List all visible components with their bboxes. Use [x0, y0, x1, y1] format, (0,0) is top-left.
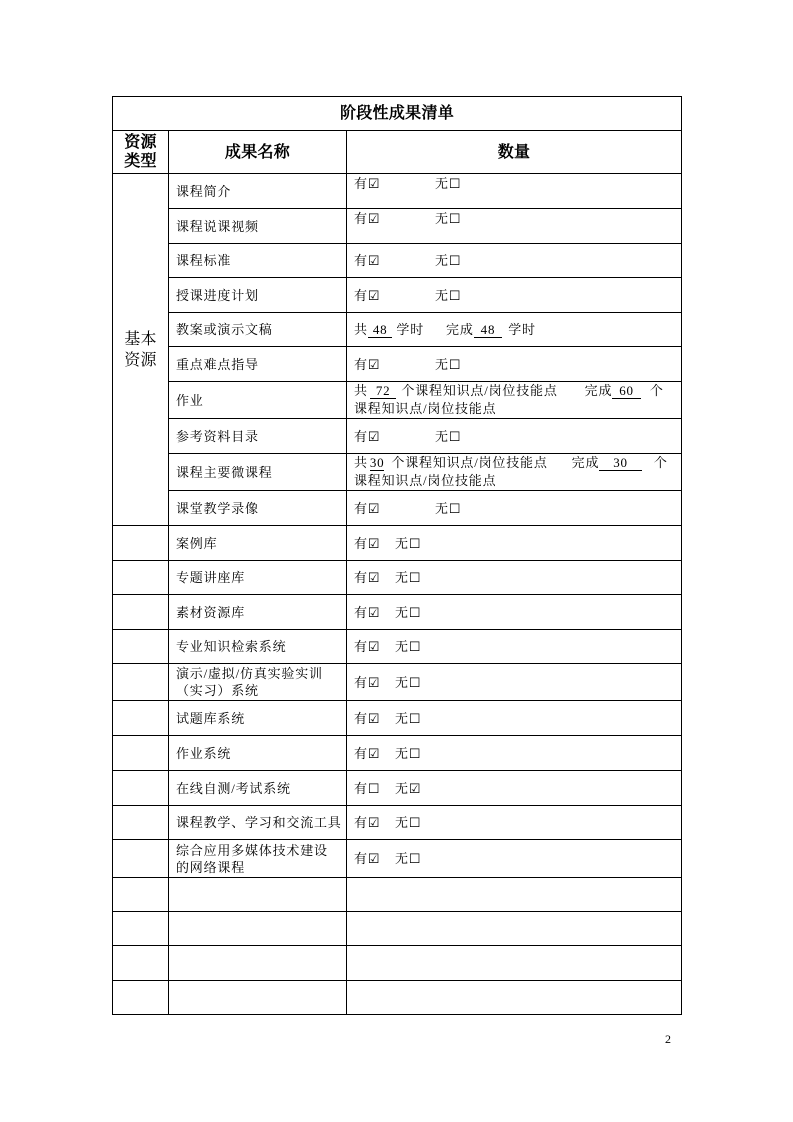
table-row [113, 561, 682, 595]
done-unit: 个 [653, 455, 668, 470]
none-option: 无☐ [395, 639, 422, 654]
item-name: 案例库 [169, 526, 347, 561]
item-name [169, 981, 347, 1015]
quantity-cell [347, 491, 682, 526]
none-option: 无☐ [395, 815, 422, 830]
has-option: 有☑ [354, 674, 381, 690]
achievement-table [112, 96, 682, 1015]
quantity-cell [347, 278, 682, 313]
resource-type-cell [113, 701, 169, 736]
item-name: 素材资源库 [169, 595, 347, 630]
header-item-name: 成果名称 [169, 131, 347, 174]
item-name: 课程简介 [169, 174, 347, 209]
has-option: 有☑ [354, 176, 381, 191]
total-count: 30 [369, 455, 385, 470]
table-row [113, 701, 682, 736]
table-row [113, 526, 682, 561]
quantity-line [354, 454, 679, 472]
item-name: 课程主要微课程 [169, 454, 347, 491]
item-name: 试题库系统 [169, 701, 347, 736]
item-name [169, 840, 347, 878]
has-option: 有☑ [354, 639, 381, 654]
none-option: 无☐ [435, 253, 462, 268]
none-option: 无☐ [395, 851, 422, 866]
quantity-cell [347, 347, 682, 382]
resource-type-cell [113, 806, 169, 840]
done-prefix: 完成 [446, 322, 474, 337]
item-name: 专业知识检索系统 [169, 630, 347, 664]
table-row [113, 664, 682, 701]
item-name-line: 的网络课程 [176, 859, 246, 875]
done-unit: 学时 [508, 322, 536, 337]
table-row [113, 595, 682, 630]
has-option: 有☑ [354, 815, 381, 830]
completed-count: 30 [599, 455, 642, 471]
table-row [113, 174, 682, 209]
item-name [169, 912, 347, 946]
quantity-cell [347, 209, 682, 244]
table-row [113, 209, 682, 244]
table-row [113, 771, 682, 806]
header-type-line: 资源 [124, 134, 157, 151]
has-option: 有☑ [354, 604, 381, 620]
item-name: 作业系统 [169, 736, 347, 771]
resource-type-cell [113, 771, 169, 806]
quantity-cell [347, 878, 682, 912]
total-prefix: 共 [354, 322, 368, 337]
total-count: 72 [370, 383, 397, 399]
none-option: 无☐ [435, 500, 462, 516]
empty-row [113, 912, 682, 946]
item-name: 授课进度计划 [169, 278, 347, 313]
done-unit: 个 [649, 383, 664, 398]
table-row [113, 313, 682, 347]
has-option: 有☑ [354, 500, 381, 516]
has-option: 有☑ [354, 356, 381, 372]
none-option: 无☐ [395, 535, 422, 551]
item-name-line: 综合应用多媒体技术建设 [176, 842, 328, 858]
table-title: 阶段性成果清单 [113, 97, 682, 131]
item-name: 教案或演示文稿 [169, 313, 347, 347]
item-name: 重点难点指导 [169, 347, 347, 382]
resource-type-cell [113, 946, 169, 981]
item-name: 专题讲座库 [169, 561, 347, 595]
none-option: 无☑ [395, 780, 422, 796]
table-row [113, 630, 682, 664]
resource-type-cell [113, 878, 169, 912]
item-name: 课程标准 [169, 244, 347, 278]
title-row [113, 97, 682, 131]
has-option: 有☑ [354, 851, 381, 866]
resource-type-cell [113, 595, 169, 630]
total-unit: 个课程知识点/岗位技能点 [401, 383, 558, 398]
quantity-cell [347, 595, 682, 630]
table-row [113, 419, 682, 454]
none-option: 无☐ [435, 356, 462, 372]
quantity-cell [347, 313, 682, 347]
resource-type-cell [113, 664, 169, 701]
quantity-cell [347, 561, 682, 595]
quantity-cell [347, 174, 682, 209]
resource-type-cell [113, 736, 169, 771]
quantity-cell [347, 806, 682, 840]
item-name: 参考资料目录 [169, 419, 347, 454]
completed-count: 60 [612, 383, 641, 399]
table-row [113, 278, 682, 313]
has-option: 有☑ [354, 287, 381, 303]
quantity-line: 课程知识点/岗位技能点 [354, 473, 497, 488]
quantity-cell [347, 244, 682, 278]
none-option: 无☐ [435, 287, 462, 303]
total-count: 48 [368, 322, 393, 338]
total-unit: 个课程知识点/岗位技能点 [391, 455, 548, 470]
table-row [113, 840, 682, 878]
quantity-cell [347, 664, 682, 701]
item-name: 课堂教学录像 [169, 491, 347, 526]
none-option: 无☐ [395, 745, 422, 761]
empty-row [113, 946, 682, 981]
item-name: 在线自测/考试系统 [169, 771, 347, 806]
has-option: 有☑ [354, 570, 381, 585]
item-name [169, 946, 347, 981]
quantity-cell [347, 630, 682, 664]
item-name: 作业 [169, 382, 347, 419]
has-option: 有☑ [354, 253, 381, 268]
resource-type-cell [113, 912, 169, 946]
table-row [113, 382, 682, 419]
has-option: 有☑ [354, 745, 381, 761]
item-name [169, 878, 347, 912]
quantity-line [354, 382, 679, 400]
quantity-cell [347, 419, 682, 454]
done-prefix: 完成 [571, 455, 600, 470]
quantity-cell [347, 912, 682, 946]
quantity-cell [347, 526, 682, 561]
has-option: 有☑ [354, 211, 381, 226]
none-option: 无☐ [395, 604, 422, 620]
page-number: 2 [665, 1032, 671, 1046]
none-option: 无☐ [395, 710, 422, 726]
header-type-line: 类型 [124, 153, 157, 170]
resource-type-basic [113, 174, 169, 526]
quantity-cell [347, 701, 682, 736]
group-label-line: 资源 [124, 351, 157, 369]
quantity-cell [347, 382, 682, 419]
empty-row [113, 981, 682, 1015]
item-name-line: 演示/虚拟/仿真实验实训 [176, 666, 323, 681]
has-option: 有☐ [354, 780, 381, 796]
total-prefix: 共 [354, 383, 368, 398]
empty-row [113, 878, 682, 912]
item-name [169, 664, 347, 701]
quantity-cell [347, 771, 682, 806]
completed-count: 48 [474, 322, 503, 338]
quantity-line: 课程知识点/岗位技能点 [354, 401, 497, 416]
resource-type-cell [113, 981, 169, 1015]
none-option: 无☐ [435, 176, 462, 191]
header-quantity: 数量 [347, 131, 682, 174]
quantity-cell [347, 946, 682, 981]
has-option: 有☑ [354, 428, 381, 444]
table-row [113, 806, 682, 840]
resource-type-cell [113, 630, 169, 664]
none-option: 无☐ [395, 570, 422, 585]
quantity-cell [347, 840, 682, 878]
header-row [113, 131, 682, 174]
total-unit: 学时 [396, 322, 425, 337]
none-option: 无☐ [395, 674, 422, 690]
resource-type-cell [113, 840, 169, 878]
table-row [113, 736, 682, 771]
resource-type-cell [113, 561, 169, 595]
quantity-cell [347, 736, 682, 771]
quantity-cell [347, 981, 682, 1015]
none-option: 无☐ [435, 211, 462, 226]
item-name-line: （实习）系统 [176, 683, 259, 698]
table-row [113, 244, 682, 278]
has-option: 有☑ [354, 710, 381, 726]
group-label-line: 基本 [124, 330, 157, 348]
resource-type-cell [113, 526, 169, 561]
table-row [113, 347, 682, 382]
table-row [113, 491, 682, 526]
done-prefix: 完成 [584, 383, 613, 398]
quantity-cell [347, 454, 682, 491]
table-row [113, 454, 682, 491]
none-option: 无☐ [435, 428, 462, 444]
header-resource-type [113, 131, 169, 174]
has-option: 有☑ [354, 535, 381, 551]
total-prefix: 共 [354, 455, 368, 470]
item-name: 课程说课视频 [169, 209, 347, 244]
item-name: 课程教学、学习和交流工具 [169, 806, 347, 840]
